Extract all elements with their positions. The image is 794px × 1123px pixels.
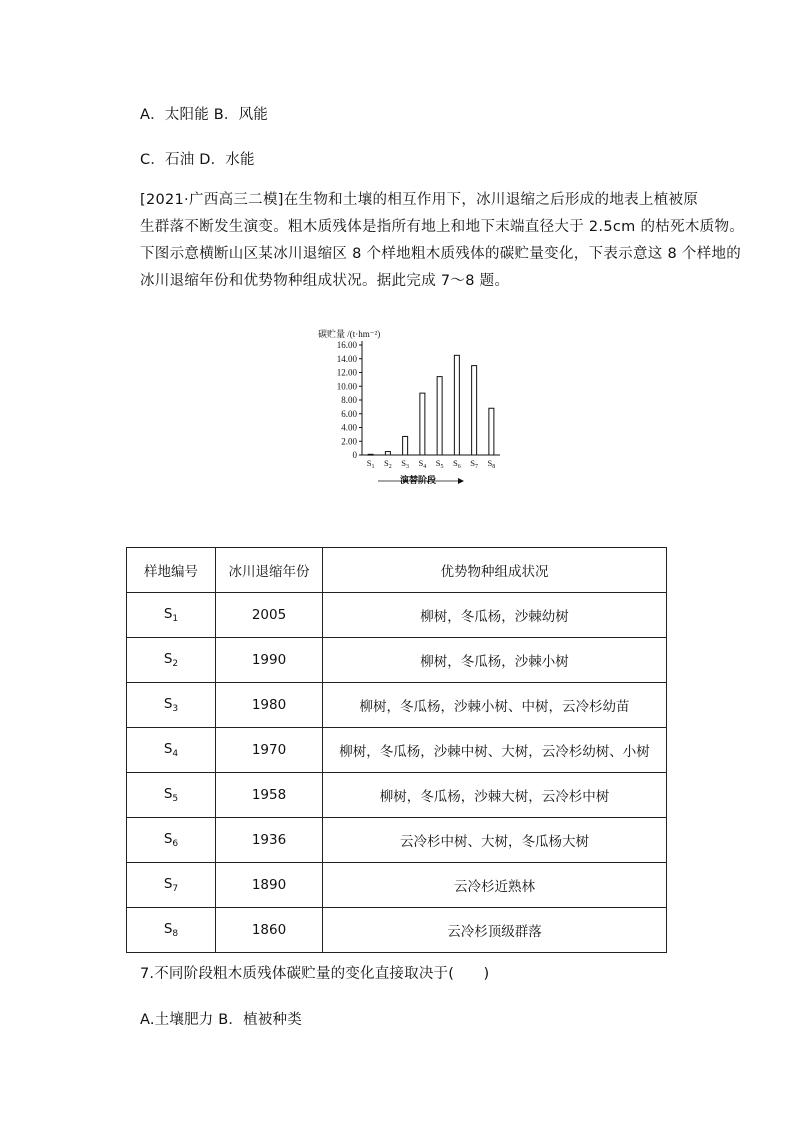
table-row — [127, 593, 667, 638]
table-header-row — [127, 548, 667, 593]
cell-species: 柳树，冬瓜杨，沙棘幼树 — [323, 593, 667, 638]
table-row — [127, 638, 667, 683]
x-tick-label: $S_5$ — [435, 458, 444, 470]
table-row — [127, 863, 667, 908]
plot-id-subscript: 3 — [172, 704, 179, 714]
x-tick-label: $S_4$ — [418, 458, 427, 470]
x-tick-label: $S_6$ — [453, 458, 461, 470]
plot-id-subscript: 1 — [172, 614, 179, 624]
bar-s4 — [420, 393, 425, 455]
chart-bars — [368, 355, 494, 455]
chart-axes — [362, 341, 500, 455]
carbon-storage-bar-chart — [318, 325, 518, 490]
table-row — [127, 908, 667, 953]
option-line-ab: A．太阳能 B．风能 — [140, 107, 268, 123]
y-tick-label: 14.00 — [336, 353, 357, 364]
x-tick-label: $S_3$ — [401, 458, 409, 470]
header-retreat-year: 冰川退缩年份 — [216, 548, 323, 593]
bar-s1 — [368, 454, 373, 455]
option-line-cd: C．石油 D．水能 — [140, 152, 255, 168]
y-tick-label: 2.00 — [341, 436, 357, 447]
y-tick-label: 10.00 — [336, 381, 357, 392]
plot-id-subscript: 7 — [172, 884, 179, 894]
y-tick-label: 12.00 — [336, 367, 357, 378]
y-ticks — [337, 340, 362, 460]
cell-species: 柳树，冬瓜杨，沙棘大树，云冷杉中树 — [323, 773, 667, 818]
succession-arrow-head — [458, 478, 464, 484]
cell-species: 柳树，冬瓜杨，沙棘中树、大树，云冷杉幼树、小树 — [323, 728, 667, 773]
x-tick-label: $S_7$ — [470, 458, 478, 470]
bar-s8 — [489, 408, 494, 455]
bar-s5 — [437, 377, 442, 455]
table-row — [127, 773, 667, 818]
cell-retreat-year: 1980 — [216, 683, 323, 728]
passage-line-2: 生群落不断发生演变。粗木质残体是指所有地上和地下末端直径大于 2.5cm 的枯死木质物。 — [140, 219, 745, 235]
plot-id-subscript: 6 — [172, 839, 179, 849]
cell-species: 云冷杉近熟林 — [323, 863, 667, 908]
cell-plot-id: $S_1$ — [127, 593, 216, 638]
passage-line-1: [2021·广西高三二模]在生物和土壤的相互作用下，冰川退缩之后形成的地表上植被原 — [140, 192, 699, 208]
x-ticks — [367, 458, 495, 470]
sample-plot-table — [126, 547, 667, 953]
cell-retreat-year: 1970 — [216, 728, 323, 773]
y-axis-label: 碳贮量 /(t·hm⁻²) — [318, 329, 381, 339]
cell-species: 云冷杉顶级群落 — [323, 908, 667, 953]
header-plot-id: 样地编号 — [127, 548, 216, 593]
bar-s7 — [472, 366, 477, 455]
y-tick-label: 6.00 — [341, 408, 357, 419]
table-row — [127, 683, 667, 728]
cell-retreat-year: 1936 — [216, 818, 323, 863]
passage-line-4: 冰川退缩年份和优势物种组成状况。据此完成 7～8 题。 — [140, 273, 510, 289]
x-tick-label: $S_1$ — [366, 458, 375, 470]
header-species: 优势物种组成状况 — [323, 548, 667, 593]
cell-retreat-year: 1860 — [216, 908, 323, 953]
cell-species: 柳树，冬瓜杨，沙棘小树 — [323, 638, 667, 683]
cell-retreat-year: 2005 — [216, 593, 323, 638]
plot-id-subscript: 2 — [172, 659, 179, 669]
cell-species: 云冷杉中树、大树，冬瓜杨大树 — [323, 818, 667, 863]
passage-line-3: 下图示意横断山区某冰川退缩区 8 个样地粗木质残体的碳贮量变化，下表示意这 8 个样地的 — [140, 246, 742, 262]
x-tick-label: $S_2$ — [384, 458, 392, 470]
y-tick-label: 0 — [352, 450, 357, 460]
cell-plot-id: $S_2$ — [127, 638, 216, 683]
question-stem: 7.不同阶段粗木质残体碳贮量的变化直接取决于( ) — [140, 966, 490, 982]
plot-id-subscript: 4 — [172, 749, 179, 759]
passage — [140, 187, 745, 295]
plot-id-subscript: 5 — [172, 794, 179, 804]
cell-plot-id: $S_5$ — [127, 773, 216, 818]
cell-plot-id: $S_8$ — [127, 908, 216, 953]
x-axis-label: 演替阶段 — [399, 475, 437, 485]
cell-plot-id: $S_6$ — [127, 818, 216, 863]
y-tick-label: 16.00 — [336, 340, 357, 350]
cell-retreat-year: 1958 — [216, 773, 323, 818]
question-options: A.土壤肥力 B．植被种类 — [140, 1012, 302, 1028]
y-tick-label: 8.00 — [341, 395, 357, 405]
y-tick-label: 4.00 — [341, 422, 357, 433]
bar-s2 — [385, 452, 390, 455]
bar-s6 — [454, 355, 459, 455]
table-row — [127, 728, 667, 773]
x-tick-label: $S_8$ — [487, 458, 496, 470]
cell-species: 柳树，冬瓜杨，沙棘小树、中树，云冷杉幼苗 — [323, 683, 667, 728]
bar-s3 — [403, 436, 408, 455]
table-row — [127, 818, 667, 863]
cell-retreat-year: 1990 — [216, 638, 323, 683]
cell-plot-id: $S_7$ — [127, 863, 216, 908]
cell-plot-id: $S_3$ — [127, 683, 216, 728]
plot-id-subscript: 8 — [172, 929, 179, 939]
cell-plot-id: $S_4$ — [127, 728, 216, 773]
cell-retreat-year: 1890 — [216, 863, 323, 908]
